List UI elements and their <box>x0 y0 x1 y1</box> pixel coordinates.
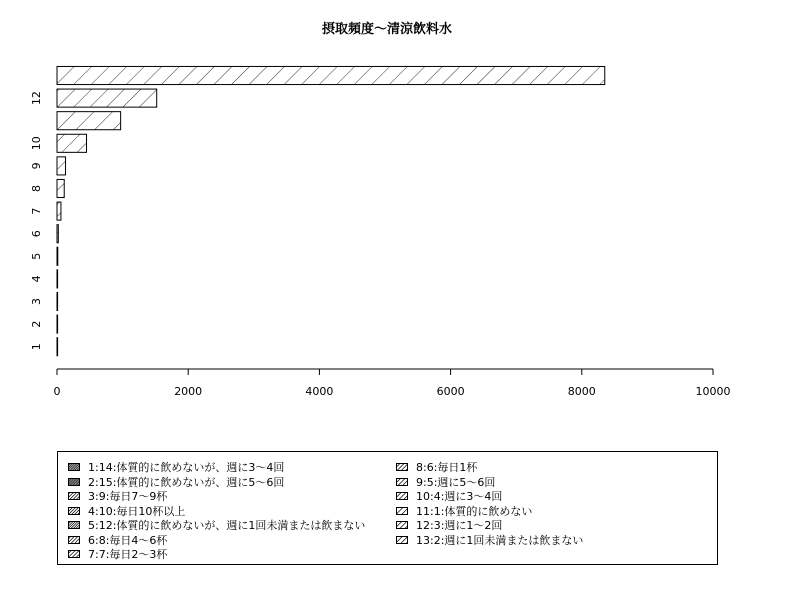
legend-label: 6:8:毎日4～6杯 <box>88 533 168 547</box>
bar <box>57 157 66 175</box>
x-axis <box>54 369 731 398</box>
legend-item <box>396 518 583 533</box>
bar <box>57 225 58 243</box>
y-tick-label: 4 <box>30 275 43 283</box>
legend-label: 7:7:毎日2～3杯 <box>88 548 168 562</box>
legend-item <box>68 460 365 475</box>
legend-swatch <box>396 507 408 515</box>
legend-label: 5:12:体質的に飲めないが、週に1回未満または飲まない <box>88 519 366 533</box>
legend-swatch <box>68 463 80 471</box>
legend-item <box>396 504 583 519</box>
legend <box>57 451 718 565</box>
legend-column-2 <box>396 460 583 547</box>
x-tick-label: 8000 <box>567 385 596 398</box>
bar <box>57 270 58 288</box>
bar <box>57 134 87 152</box>
legend-swatch <box>68 478 80 486</box>
y-tick-label: 3 <box>30 298 43 305</box>
x-tick-label: 6000 <box>436 385 465 398</box>
y-tick-label: 6 <box>30 230 43 238</box>
legend-swatch <box>396 492 408 500</box>
legend-swatch <box>68 507 80 515</box>
legend-label: 10:4:週に3～4回 <box>416 490 503 504</box>
legend-swatch <box>68 550 80 558</box>
bar <box>57 179 64 197</box>
legend-swatch <box>396 463 408 471</box>
legend-item <box>68 518 365 533</box>
x-tick-label: 0 <box>53 385 61 398</box>
y-axis <box>30 91 43 350</box>
legend-label: 2:15:体質的に飲めないが、週に5～6回 <box>88 475 285 489</box>
y-tick-label: 2 <box>30 320 43 328</box>
legend-column-1 <box>68 460 365 562</box>
legend-item <box>68 547 365 562</box>
legend-swatch <box>68 492 80 500</box>
y-tick-label: 8 <box>30 185 43 192</box>
y-tick-label: 10 <box>30 136 43 151</box>
y-tick-label: 7 <box>30 207 43 215</box>
bar <box>57 292 58 310</box>
y-tick-label: 12 <box>30 91 43 106</box>
legend-label: 11:1:体質的に飲めない <box>416 504 533 518</box>
x-tick-label: 4000 <box>305 385 334 398</box>
legend-swatch <box>396 536 408 544</box>
legend-label: 4:10:毎日10杯以上 <box>88 504 186 518</box>
bars <box>57 66 605 355</box>
legend-swatch <box>396 478 408 486</box>
legend-label: 9:5:週に5～6回 <box>416 475 496 489</box>
legend-item <box>396 460 583 475</box>
legend-swatch <box>396 521 408 529</box>
bar <box>57 338 58 356</box>
legend-item <box>396 533 583 548</box>
legend-swatch <box>68 521 80 529</box>
bar <box>57 89 157 107</box>
x-tick-label: 2000 <box>174 385 203 398</box>
legend-item <box>68 475 365 490</box>
y-tick-label: 5 <box>30 252 43 260</box>
x-tick-label: 10000 <box>695 385 731 398</box>
y-tick-label: 9 <box>30 162 43 170</box>
legend-label: 8:6:毎日1杯 <box>416 461 478 475</box>
legend-item <box>396 489 583 504</box>
bar <box>57 66 605 84</box>
legend-item <box>68 533 365 548</box>
bar <box>57 202 61 220</box>
legend-item <box>396 475 583 490</box>
legend-label: 12:3:週に1～2回 <box>416 519 503 533</box>
legend-item <box>68 504 365 519</box>
bar <box>57 112 121 130</box>
chart-title: 摂取頻度～清涼飲料水 <box>321 22 453 37</box>
y-tick-label: 1 <box>30 343 43 351</box>
legend-swatch <box>68 536 80 544</box>
legend-label: 13:2:週に1回未満または飲まない <box>416 533 584 547</box>
legend-label: 3:9:毎日7～9杯 <box>88 490 168 504</box>
bar <box>57 315 58 333</box>
legend-label: 1:14:体質的に飲めないが、週に3～4回 <box>88 461 285 475</box>
bar <box>57 247 58 265</box>
legend-item <box>68 489 365 504</box>
